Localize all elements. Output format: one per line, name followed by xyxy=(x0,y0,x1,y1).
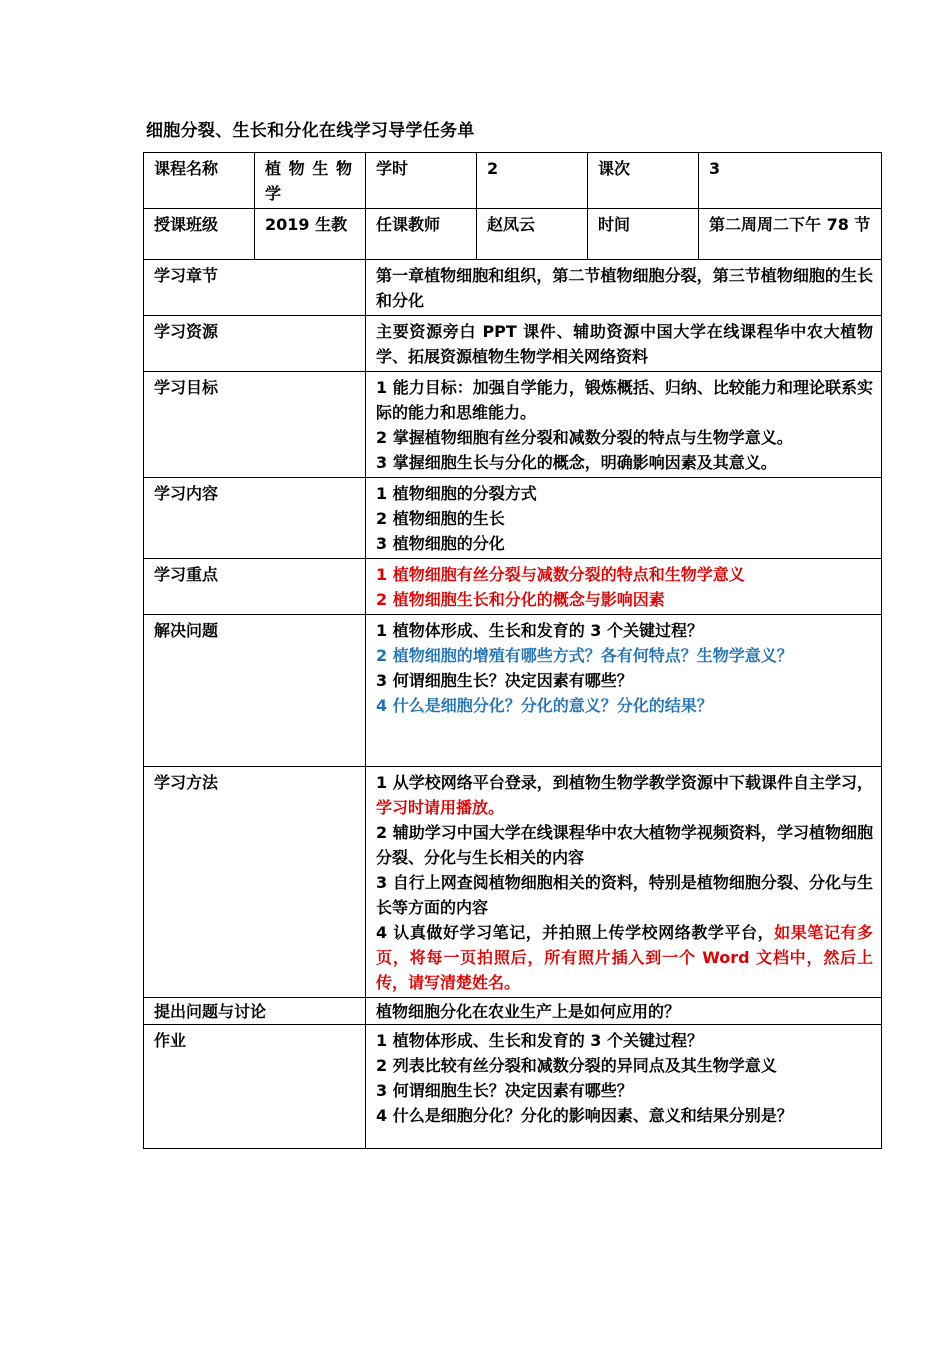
method-item: 3 自行上网查阅植物细胞相关的资料，特别是植物细胞分裂、分化与生长等方面的内容 xyxy=(376,873,873,917)
session-label: 课次 xyxy=(588,153,699,209)
resources-label: 学习资源 xyxy=(144,316,366,372)
homework-item: 3 何谓细胞生长？决定因素有哪些？ xyxy=(376,1081,633,1100)
table-row-homework xyxy=(144,1025,882,1149)
problem-item: 4 什么是细胞分化？分化的意义？分化的结果？ xyxy=(376,696,713,715)
class-hours-label: 学时 xyxy=(366,153,477,209)
homework-item: 4 什么是细胞分化？分化的影响因素、意义和结果分别是？ xyxy=(376,1106,793,1125)
content-item: 2 植物细胞的生长 xyxy=(376,509,505,528)
discussion-text: 植物细胞分化在农业生产上是如何应用的？ xyxy=(366,998,882,1025)
table-row-discussion xyxy=(144,998,882,1025)
homework-label: 作业 xyxy=(144,1025,366,1149)
problems-list xyxy=(366,615,882,767)
class-label: 授课班级 xyxy=(144,209,255,260)
content-item: 3 植物细胞的分化 xyxy=(376,534,505,553)
method-text: 4 认真做好学习笔记，并拍照上传学校网络教学平台， xyxy=(376,923,775,942)
chapter-text: 第一章植物细胞和组织，第二节植物细胞分裂，第三节植物细胞的生长和分化 xyxy=(366,260,882,316)
table-row-chapter xyxy=(144,260,882,316)
content-item: 1 植物细胞的分裂方式 xyxy=(376,484,537,503)
discussion-label: 提出问题与讨论 xyxy=(144,998,366,1025)
table-row-course xyxy=(144,153,882,209)
problem-item: 2 植物细胞的增殖有哪些方式？各有何特点？生物学意义？ xyxy=(376,646,793,665)
objectives-list xyxy=(366,372,882,478)
time-label: 时间 xyxy=(588,209,699,260)
content-list xyxy=(366,478,882,559)
method-item: 2 辅助学习中国大学在线课程华中农大植物学视频资料，学习植物细胞分裂、分化与生长相关的内容 xyxy=(376,823,873,867)
objective-item: 2 掌握植物细胞有丝分裂和减数分裂的特点与生物学意义。 xyxy=(376,428,793,447)
table-row-content xyxy=(144,478,882,559)
class-hours-value: 2 xyxy=(477,153,588,209)
methods-label: 学习方法 xyxy=(144,767,366,998)
course-name-value: 植物生物学 xyxy=(255,153,366,209)
problems-label: 解决问题 xyxy=(144,615,366,767)
method-highlight: 学习时请用播放。 xyxy=(376,798,505,817)
session-value: 3 xyxy=(699,153,882,209)
table-row-key-points xyxy=(144,559,882,615)
key-points-list xyxy=(366,559,882,615)
resources-text: 主要资源旁白 PPT 课件、辅助资源中国大学在线课程华中农大植物学、拓展资源植物生物学相关网络资料 xyxy=(366,316,882,372)
homework-list xyxy=(366,1025,882,1149)
objective-item: 1 能力目标：加强自学能力，锻炼概括、归纳、比较能力和理论联系实际的能力和思维能力。 xyxy=(376,378,873,422)
class-value: 2019 生教 xyxy=(255,209,366,260)
homework-item: 1 植物体形成、生长和发育的 3 个关键过程？ xyxy=(376,1031,703,1050)
teacher-value: 赵凤云 xyxy=(477,209,588,260)
chapter-label: 学习章节 xyxy=(144,260,366,316)
method-highlight: 如果笔记有多页，将每一页拍照后，所有照片插入到一个 Word 文档中，然后上传，请写清楚姓名。 xyxy=(376,923,873,992)
homework-item: 2 列表比较有丝分裂和减数分裂的异同点及其生物学意义 xyxy=(376,1056,777,1075)
teacher-label: 任课教师 xyxy=(366,209,477,260)
problem-item: 1 植物体形成、生长和发育的 3 个关键过程？ xyxy=(376,621,703,640)
key-point-item: 1 植物细胞有丝分裂与减数分裂的特点和生物学意义 xyxy=(376,565,745,584)
content-label: 学习内容 xyxy=(144,478,366,559)
table-row-methods xyxy=(144,767,882,998)
method-text: 1 从学校网络平台登录，到植物生物学教学资源中下载课件自主学习， xyxy=(376,773,873,792)
time-value: 第二周周二下午 78 节 xyxy=(699,209,882,260)
key-point-item: 2 植物细胞生长和分化的概念与影响因素 xyxy=(376,590,665,609)
objective-item: 3 掌握细胞生长与分化的概念，明确影响因素及其意义。 xyxy=(376,453,777,472)
method-item xyxy=(376,920,873,995)
table-row-problems xyxy=(144,615,882,767)
document-title: 细胞分裂、生长和分化在线学习导学任务单 xyxy=(146,121,475,141)
objectives-label: 学习目标 xyxy=(144,372,366,478)
course-name-label: 课程名称 xyxy=(144,153,255,209)
problem-item: 3 何谓细胞生长？决定因素有哪些？ xyxy=(376,671,633,690)
method-item xyxy=(376,770,873,820)
methods-list xyxy=(366,767,882,998)
table-row-resources xyxy=(144,316,882,372)
table-row-class xyxy=(144,209,882,260)
study-plan-table xyxy=(143,152,882,1149)
table-row-objectives xyxy=(144,372,882,478)
key-points-label: 学习重点 xyxy=(144,559,366,615)
